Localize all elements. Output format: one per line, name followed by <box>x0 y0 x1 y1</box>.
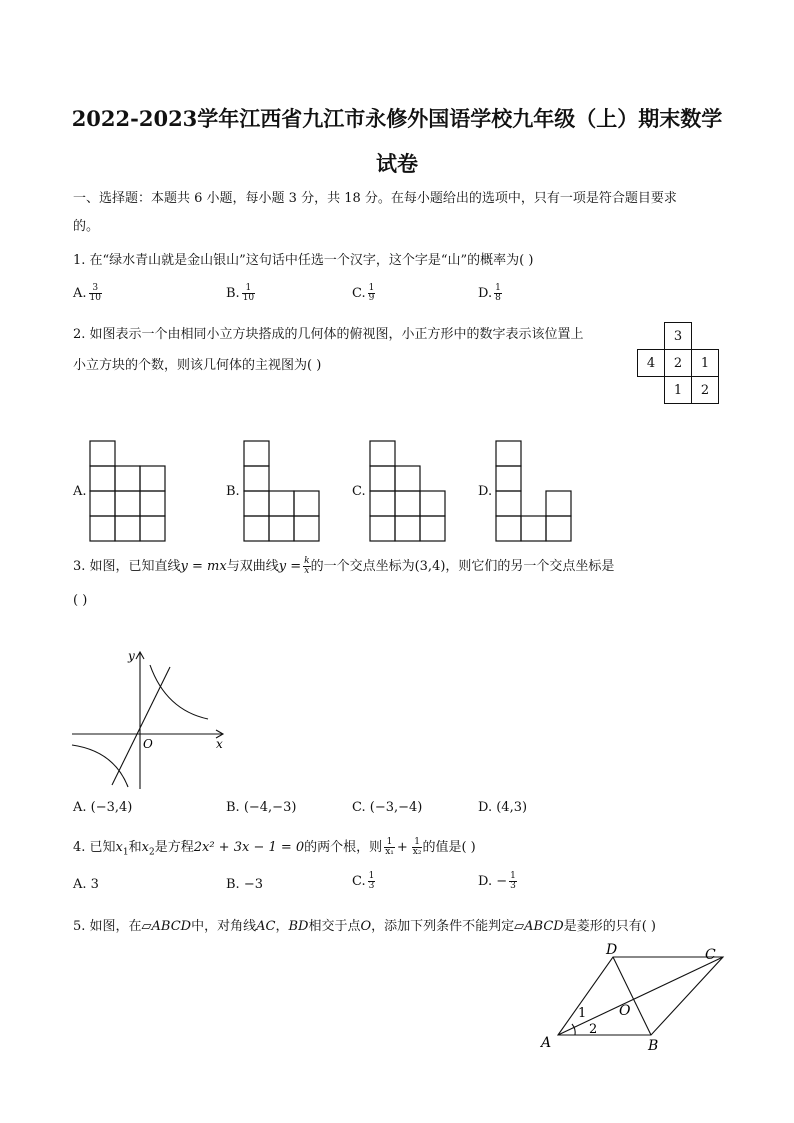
option-label: D. <box>478 286 493 301</box>
q3-option-a[interactable]: A. (−3,4) <box>73 800 133 815</box>
paper-title-line1: 2022-2023学年江西省九江市永修外国语学校九年级（上）期末数学 <box>71 106 723 131</box>
hyperbola-branch-q3 <box>72 745 128 787</box>
q4-option-b[interactable]: B. −3 <box>226 877 263 892</box>
q2-option-a-front-view <box>89 440 169 542</box>
paper-title-line2: 试卷 <box>376 151 418 176</box>
option-label: B. <box>226 286 240 301</box>
q2-option-b-front-view <box>243 440 323 542</box>
line-y-mx <box>112 667 170 785</box>
option-fraction: $\frac{1}{9}$ <box>368 283 375 303</box>
option-fraction: $\frac{3}{10}$ <box>89 283 101 303</box>
vertex-a-label: A <box>541 1035 552 1051</box>
q1-text: 1. 在“绿水青山就是金山银山”这句话中任选一个汉字，这个字是“山”的概率为( ) <box>73 253 534 268</box>
q1-option-a[interactable] <box>73 284 102 303</box>
q3-option-d[interactable]: D. (4,3) <box>478 800 528 815</box>
q2-option-c-front-view <box>369 440 449 542</box>
q3-text: 3. 如图，已知直线y = mx与双曲线y = $\frac{k}{x}$ 的一个交点坐标为(3,4)，则它们的另一个交点坐标是 <box>73 556 615 576</box>
hyperbola-branch-q1 <box>150 665 208 719</box>
diagonal-bd <box>613 957 651 1035</box>
q5-parallelogram-figure <box>538 940 728 1055</box>
grid-cell: 3 <box>665 323 692 350</box>
q2-option-c-label[interactable]: C. <box>352 484 366 499</box>
origin-label: O <box>143 737 153 751</box>
grid-cell: 1 <box>665 377 692 404</box>
q4-option-d[interactable]: D. − $\frac{1}{3}$ <box>478 871 516 891</box>
q3-hyperbola-equation: y = $\frac{k}{x}$ <box>278 556 310 576</box>
vertex-c-label: C <box>705 947 716 963</box>
grid-cell: 1 <box>692 350 719 377</box>
q1-option-b[interactable] <box>226 284 255 303</box>
q3-point: (3,4) <box>414 559 446 574</box>
q4-option-c[interactable]: C. $\frac{1}{3}$ <box>352 871 375 891</box>
grid-cell <box>692 323 719 350</box>
grid-cell: 2 <box>665 350 692 377</box>
q1-option-c[interactable] <box>352 284 375 303</box>
grid-cell <box>638 377 665 404</box>
option-label: C. <box>352 286 366 301</box>
section-header-line2: 的。 <box>73 219 100 234</box>
q2-option-d-label[interactable]: D. <box>478 484 493 499</box>
diagonal-ac <box>558 957 723 1035</box>
q1-option-d[interactable] <box>478 284 502 303</box>
q2-text-line2: 小立方块的个数，则该几何体的主视图为( ) <box>73 358 322 373</box>
axis-y-label: y <box>128 649 135 663</box>
option-label: A. <box>73 286 87 301</box>
q4-equation: 2x² + 3x − 1 = 0 <box>193 840 305 855</box>
q3-option-b[interactable]: B. (−4,−3) <box>226 800 297 815</box>
axis-x-label: x <box>216 737 223 751</box>
q2-text-line1: 2. 如图表示一个由相同小立方块搭成的几何体的俯视图，小正方形中的数字表示该位置上 <box>73 327 584 342</box>
q5-text: 5. 如图，在▱ABCD中，对角线AC，BD相交于点O，添加下列条件不能判定▱ABCD是菱形的只有( ) <box>73 919 656 934</box>
section-header-line1: 一、选择题：本题共 6 小题，每小题 3 分，共 18 分。在每小题给出的选项中，只有一项是符合题目要求 <box>73 191 677 206</box>
grid-cell: 4 <box>638 350 665 377</box>
q3-text-line2: ( ) <box>73 593 88 608</box>
q3-coordinate-graph <box>66 645 236 795</box>
q2-top-view-grid <box>637 322 719 404</box>
q3-option-c[interactable]: C. (−3,−4) <box>352 800 423 815</box>
angle-arc <box>572 1024 575 1035</box>
grid-cell <box>638 323 665 350</box>
point-o-label: O <box>619 1003 631 1019</box>
q2-option-b-label[interactable]: B. <box>226 484 240 499</box>
angle-1-label: 1 <box>578 1006 587 1021</box>
q4-text: 4. 已知$x_1$和$x_2$是方程2x² + 3x − 1 = 0的两个根，则 $\frac{1}{\text{x₁}}$ + $\frac{1}{\text{x₂}}$ 的值是( ) <box>73 837 476 858</box>
option-fraction: $\frac{1}{10}$ <box>242 283 255 303</box>
vertex-b-label: B <box>648 1038 659 1054</box>
angle-2-label: 2 <box>589 1022 598 1037</box>
q2-option-d-front-view <box>495 440 575 542</box>
q4-option-a[interactable]: A. 3 <box>73 877 99 892</box>
q2-option-a-label[interactable]: A. <box>73 484 87 499</box>
q3-line-equation: y = mx <box>180 559 227 574</box>
grid-cell: 2 <box>692 377 719 404</box>
option-fraction: $\frac{1}{8}$ <box>495 283 501 303</box>
vertex-d-label: D <box>606 942 618 958</box>
